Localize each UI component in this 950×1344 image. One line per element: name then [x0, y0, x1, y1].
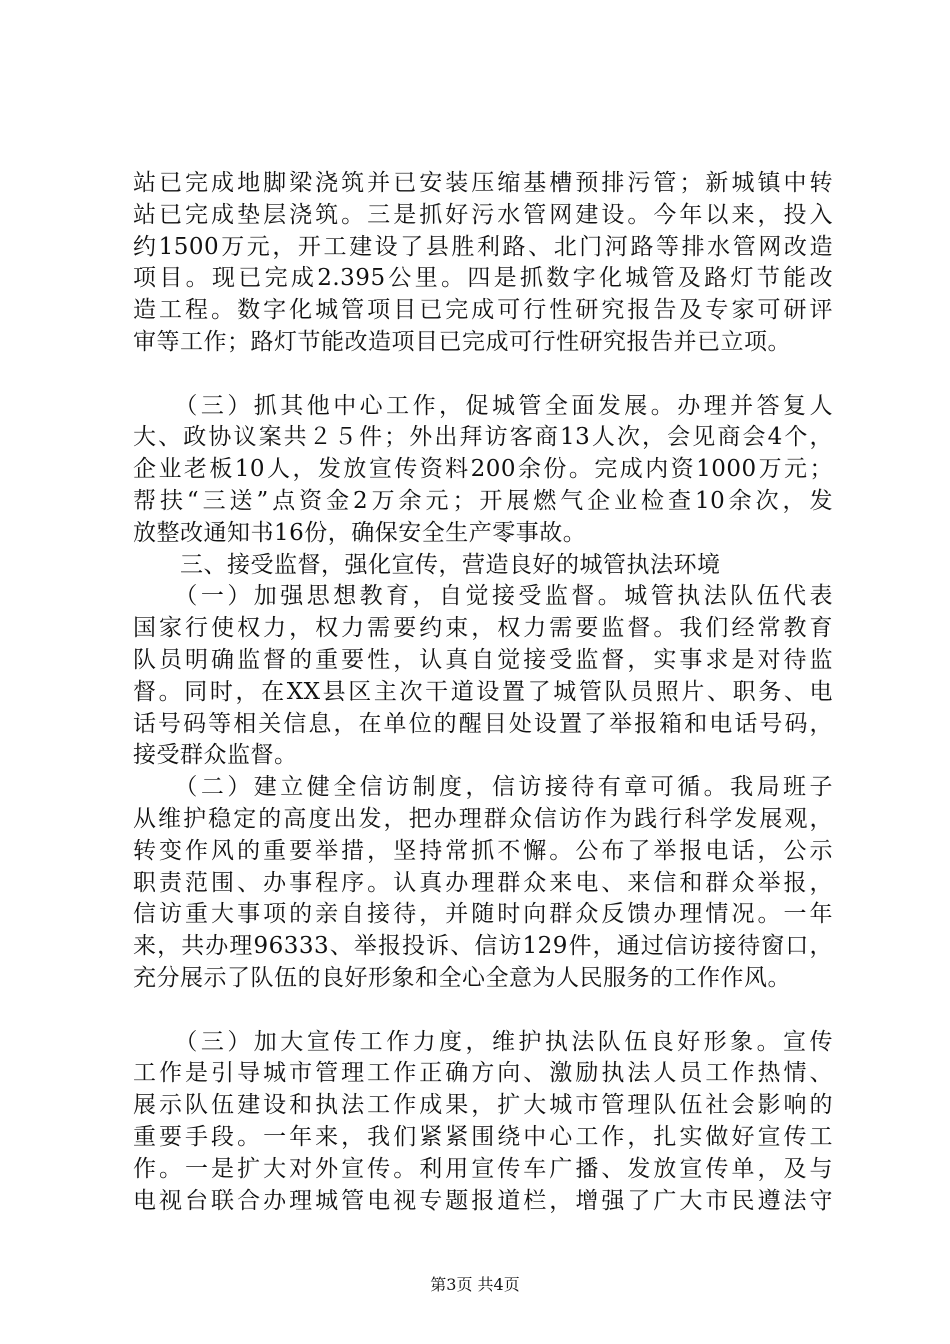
text-line: 作。一是扩大对外宣传。利用宣传车广播、发放宣传单，及与 — [133, 1155, 833, 1182]
paragraph-gap — [133, 995, 833, 1027]
text-line: 来，共办理96333、举报投诉、信访129件，通过信访接待窗口， — [133, 933, 833, 960]
text-line: 信访重大事项的亲自接待，并随时向群众反馈办理情况。一年 — [133, 901, 833, 928]
paragraph-gap — [133, 359, 833, 391]
text-line: 约1500万元，开工建设了县胜利路、北门河路等排水管网改造 — [133, 233, 833, 260]
text-line: 审等工作；路灯节能改造项目已完成可行性研究报告并已立项。 — [133, 328, 791, 355]
text-line: 接受群众监督。 — [133, 742, 298, 769]
text-line: 职责范围、办事程序。认真办理群众来电、来信和群众举报， — [133, 869, 833, 896]
text-line: 放整改通知书16份，确保安全生产零事故。 — [133, 519, 587, 546]
text-line: 重要手段。一年来，我们紧紧围绕中心工作，扎实做好宣传工 — [133, 1123, 833, 1150]
text-line: （三）加大宣传工作力度，维护执法队伍良好形象。宣传 — [133, 1028, 833, 1055]
text-line: 工作是引导城市管理工作正确方向、激励执法人员工作热情、 — [133, 1060, 833, 1087]
text-line: （三）抓其他中心工作，促城管全面发展。办理并答复人 — [133, 392, 833, 419]
text-line: 转变作风的重要举措，坚持常抓不懈。公布了举报电话，公示 — [133, 837, 833, 864]
text-line: 大、政协议案共２５件；外出拜访客商13人次，会见商会4个， — [133, 424, 833, 451]
text-line: 话号码等相关信息，在单位的醒目处设置了举报箱和电话号码， — [133, 710, 833, 737]
text-line: 国家行使权力，权力需要约束，权力需要监督。我们经常教育 — [133, 615, 833, 642]
text-line: 电视台联合办理城管电视专题报道栏，增强了广大市民遵法守 — [133, 1187, 833, 1214]
text-line: （二）建立健全信访制度，信访接待有章可循。我局班子 — [133, 774, 833, 801]
section-heading: 三、接受监督，强化宣传，营造良好的城管执法环境 — [133, 551, 721, 578]
text-line: 队员明确监督的重要性，认真自觉接受监督，实事求是对待监 — [133, 646, 833, 673]
page-number-footer: 第3页 共4页 — [430, 1275, 520, 1294]
text-line: 造工程。数字化城管项目已完成可行性研究报告及专家可研评 — [133, 297, 833, 324]
text-line: 展示队伍建设和执法工作成果，扩大城市管理队伍社会影响的 — [133, 1092, 833, 1119]
document-body — [133, 168, 833, 1217]
text-line: 从维护稳定的高度出发，把办理群众信访作为践行科学发展观， — [133, 805, 833, 832]
text-line: （一）加强思想教育，自觉接受监督。城管执法队伍代表 — [133, 583, 833, 610]
text-line: 督。同时，在XX县区主次干道设置了城管队员照片、职务、电 — [133, 678, 833, 705]
text-line: 企业老板10人，发放宣传资料200余份。完成内资1000万元； — [133, 456, 833, 483]
text-line: 站已完成地脚梁浇筑并已安装压缩基槽预排污管；新城镇中转 — [133, 170, 833, 196]
text-line: 站已完成垫层浇筑。三是抓好污水管网建设。今年以来，投入 — [133, 201, 833, 228]
text-line: 帮扶“三送”点资金2万余元；开展燃气企业检查10余次，发 — [133, 487, 833, 514]
text-line: 充分展示了队伍的良好形象和全心全意为人民服务的工作作风。 — [133, 964, 791, 991]
text-line: 项目。现已完成2.395公里。四是抓数字化城管及路灯节能改 — [133, 265, 833, 292]
